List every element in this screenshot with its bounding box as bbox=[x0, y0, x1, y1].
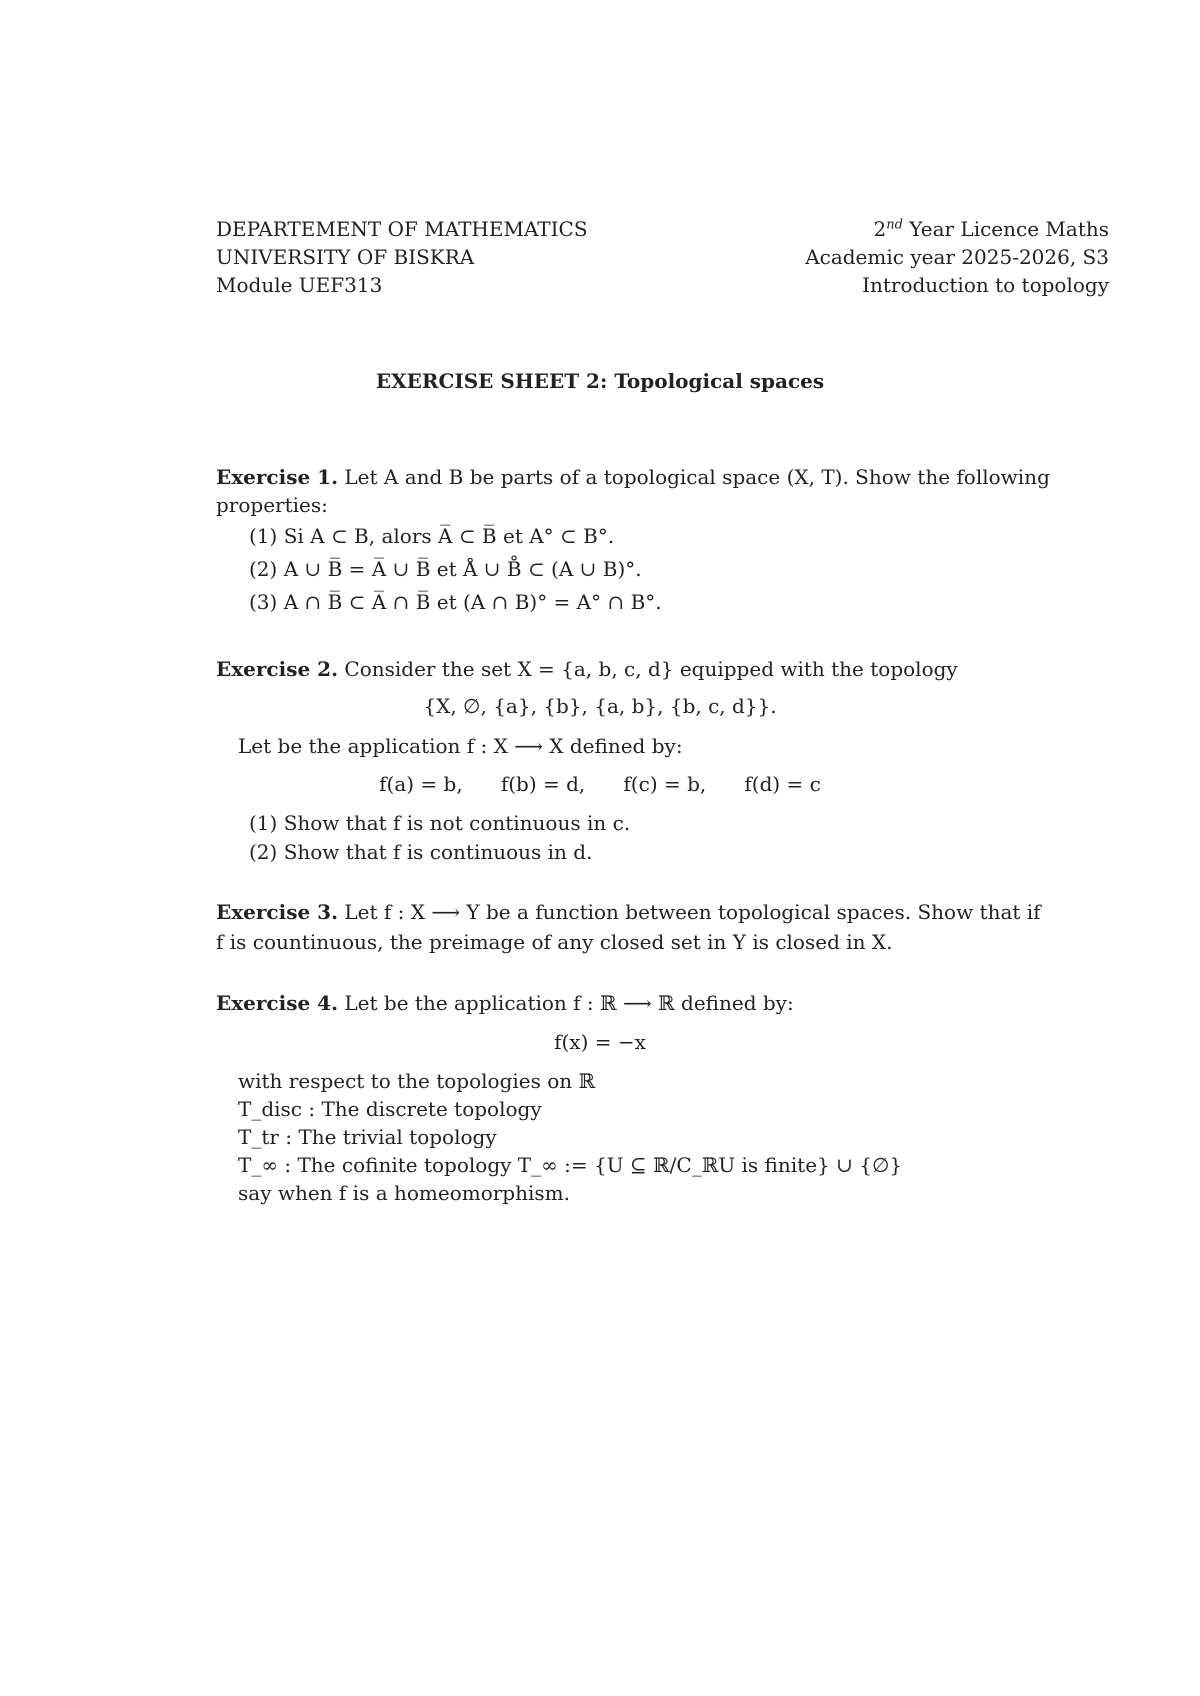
exercise-4-line-3: T_tr : The trivial topology bbox=[238, 1125, 497, 1149]
header-academic-year: Academic year 2025-2026, S3 bbox=[805, 245, 1109, 269]
year-number: 2 bbox=[873, 217, 887, 241]
header-course: Introduction to topology bbox=[862, 273, 1109, 297]
exercise-2-application: Let be the application f : X ⟶ X defined by: bbox=[238, 734, 683, 758]
exercise-1-statement: Let A and B be parts of a topological space (X, T). Show the following bbox=[344, 465, 1050, 489]
exercise-3-label: Exercise 3. bbox=[216, 900, 339, 924]
header-module: Module UEF313 bbox=[216, 273, 383, 297]
exercise-1-intro bbox=[216, 463, 1050, 491]
exercise-1-item-1: (1) Si A ⊂ B, alors A̅ ⊂ B̅ et A° ⊂ B°. bbox=[249, 524, 615, 548]
exercise-2-label: Exercise 2. bbox=[216, 657, 339, 681]
exercise-4-intro bbox=[216, 989, 794, 1017]
exercise-4-statement: Let be the application f : ℝ ⟶ ℝ defined by: bbox=[344, 991, 794, 1015]
exercise-4-line-4: T_∞ : The cofinite topology T_∞ := {U ⊆ ℝ/C_ℝU is finite} ∪ {∅} bbox=[238, 1153, 903, 1177]
exercise-4-line-2: T_disc : The discrete topology bbox=[238, 1097, 542, 1121]
exercise-2-topology: {X, ∅, {a}, {b}, {a, b}, {b, c, d}}. bbox=[423, 694, 777, 718]
exercise-4-formula: f(x) = −x bbox=[554, 1030, 646, 1054]
exercise-4-label: Exercise 4. bbox=[216, 991, 339, 1015]
header-department: DEPARTEMENT OF MATHEMATICS bbox=[216, 217, 588, 241]
header-year-level bbox=[873, 215, 1109, 243]
exercise-2-item-2: (2) Show that f is continuous in d. bbox=[249, 840, 593, 864]
exercise-4-line-1: with respect to the topologies on ℝ bbox=[238, 1069, 596, 1093]
header-university: UNIVERSITY OF BISKRA bbox=[216, 245, 475, 269]
exercise-2-intro bbox=[216, 655, 958, 683]
exercise-1-label: Exercise 1. bbox=[216, 465, 339, 489]
exercise-2-statement: Consider the set X = {a, b, c, d} equipped with the topology bbox=[344, 657, 958, 681]
exercise-1-intro-cont: properties: bbox=[216, 493, 328, 517]
exercise-4-line-5: say when f is a homeomorphism. bbox=[238, 1181, 570, 1205]
year-rest: Year Licence Maths bbox=[902, 217, 1109, 241]
exercise-1-item-2: (2) A ∪ B̅ = A̅ ∪ B̅ et Å ∪ B̊ ⊂ (A ∪ B)°. bbox=[249, 557, 642, 581]
exercise-3-statement: Let f : X ⟶ Y be a function between topological spaces. Show that if bbox=[344, 900, 1041, 924]
exercise-3-line-2: f is countinuous, the preimage of any closed set in Y is closed in X. bbox=[216, 930, 893, 954]
page-title: EXERCISE SHEET 2: Topological spaces bbox=[375, 369, 825, 393]
exercise-1-item-3: (3) A ∩ B̅ ⊂ A̅ ∩ B̅ et (A ∩ B)° = A° ∩ B°. bbox=[249, 590, 662, 614]
exercise-2-values: f(a) = b, f(b) = d, f(c) = b, f(d) = c bbox=[379, 772, 821, 796]
year-superscript: nd bbox=[886, 217, 903, 233]
exercise-3-line-1 bbox=[216, 898, 1041, 926]
exercise-2-item-1: (1) Show that f is not continuous in c. bbox=[249, 811, 631, 835]
